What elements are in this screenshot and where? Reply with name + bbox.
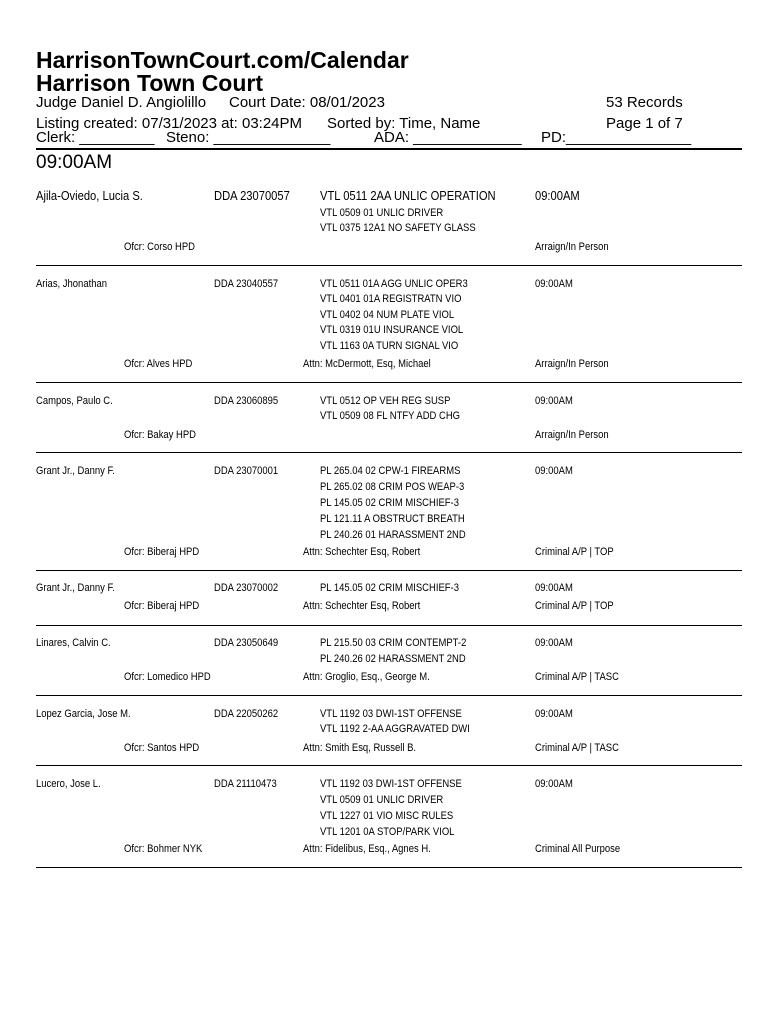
charge: PL 265.02 08 CRIM POS WEAP-3 bbox=[320, 481, 465, 493]
charge: PL 265.04 02 CPW-1 FIREARMS bbox=[320, 465, 461, 477]
row-divider bbox=[36, 867, 742, 868]
charge: PL 121.11 A OBSTRUCT BREATH bbox=[320, 513, 465, 525]
hearing-time: 09:00AM bbox=[535, 278, 573, 290]
officer: Ofcr: Santos HPD bbox=[124, 742, 200, 754]
header-divider bbox=[36, 148, 742, 150]
defendant-name: Lucero, Jose L. bbox=[36, 778, 101, 790]
defendant-name: Linares, Calvin C. bbox=[36, 637, 111, 649]
case-number: DDA 23050649 bbox=[214, 637, 279, 649]
hearing-time: 09:00AM bbox=[535, 465, 573, 477]
case-number: DDA 23070001 bbox=[214, 465, 279, 477]
hearing-time: 09:00AM bbox=[535, 778, 573, 790]
site-title: HarrisonTownCourt.com/Calendar bbox=[36, 47, 409, 73]
charge: VTL 1192 03 DWI-1ST OFFENSE bbox=[320, 778, 462, 790]
appearance-type: Criminal A/P | TOP bbox=[535, 546, 614, 558]
defendant-name: Lopez Garcia, Jose M. bbox=[36, 708, 131, 720]
charge: VTL 1192 2-AA AGGRAVATED DWI bbox=[320, 723, 470, 735]
officer: Ofcr: Corso HPD bbox=[124, 241, 195, 253]
appearance-type: Criminal All Purpose bbox=[535, 843, 621, 855]
case-number: DDA 21110473 bbox=[214, 778, 277, 790]
defendant-name: Arias, Jhonathan bbox=[36, 278, 108, 290]
record-count: 53 Records bbox=[606, 94, 683, 111]
attorney: Attn: Groglio, Esq., George M. bbox=[303, 671, 430, 683]
charge: VTL 0401 01A REGISTRATN VIO bbox=[320, 293, 462, 305]
hearing-time: 09:00AM bbox=[535, 582, 573, 594]
row-divider bbox=[36, 765, 742, 766]
officer: Ofcr: Biberaj HPD bbox=[124, 600, 200, 612]
sorted-by: Sorted by: Time, Name bbox=[327, 115, 481, 132]
charge: PL 145.05 02 CRIM MISCHIEF-3 bbox=[320, 582, 459, 594]
case-number: DDA 23070002 bbox=[214, 582, 279, 594]
pd-field: PD:_______________ bbox=[541, 129, 692, 146]
defendant-name: Grant Jr., Danny F. bbox=[36, 582, 115, 594]
attorney: Attn: Schechter Esq, Robert bbox=[303, 546, 421, 558]
charge: VTL 0509 08 FL NTFY ADD CHG bbox=[320, 410, 461, 422]
appearance-type: Arraign/In Person bbox=[535, 241, 609, 253]
case-number: DDA 22050262 bbox=[214, 708, 279, 720]
defendant-name: Ajila-Oviedo, Lucia S. bbox=[36, 188, 143, 203]
court-date: Court Date: 08/01/2023 bbox=[229, 94, 385, 111]
appearance-type: Criminal A/P | TOP bbox=[535, 600, 614, 612]
row-divider bbox=[36, 452, 742, 453]
attorney: Attn: McDermott, Esq, Michael bbox=[303, 358, 431, 370]
appearance-type: Arraign/In Person bbox=[535, 358, 609, 370]
steno-field: Steno: ______________ bbox=[166, 129, 331, 146]
appearance-type: Arraign/In Person bbox=[535, 429, 609, 441]
charge: VTL 0375 12A1 NO SAFETY GLASS bbox=[320, 222, 476, 234]
appearance-type: Criminal A/P | TASC bbox=[535, 742, 619, 754]
officer: Ofcr: Bakay HPD bbox=[124, 429, 197, 441]
attorney: Attn: Schechter Esq, Robert bbox=[303, 600, 421, 612]
charge: VTL 0402 04 NUM PLATE VIOL bbox=[320, 309, 455, 321]
case-number: DDA 23040557 bbox=[214, 278, 279, 290]
hearing-time: 09:00AM bbox=[535, 395, 573, 407]
charge: PL 240.26 01 HARASSMENT 2ND bbox=[320, 529, 466, 541]
appearance-type: Criminal A/P | TASC bbox=[535, 671, 619, 683]
hearing-time: 09:00AM bbox=[535, 188, 580, 203]
charge: PL 240.26 02 HARASSMENT 2ND bbox=[320, 653, 466, 665]
officer: Ofcr: Biberaj HPD bbox=[124, 546, 200, 558]
charge: PL 215.50 03 CRIM CONTEMPT-2 bbox=[320, 637, 467, 649]
judge-name: Judge Daniel D. Angiolillo bbox=[36, 94, 207, 111]
charge: VTL 1163 0A TURN SIGNAL VIO bbox=[320, 340, 459, 352]
case-number: DDA 23070057 bbox=[214, 188, 290, 203]
officer: Ofcr: Lomedico HPD bbox=[124, 671, 211, 683]
time-group-heading: 09:00AM bbox=[36, 152, 113, 173]
charge: VTL 0511 01A AGG UNLIC OPER3 bbox=[320, 278, 468, 290]
row-divider bbox=[36, 625, 742, 626]
charge: VTL 0509 01 UNLIC DRIVER bbox=[320, 794, 444, 806]
charge: VTL 0509 01 UNLIC DRIVER bbox=[320, 207, 444, 219]
charge: VTL 0511 2AA UNLIC OPERATION bbox=[320, 188, 496, 203]
charge: VTL 1227 01 VIO MISC RULES bbox=[320, 810, 454, 822]
charge: VTL 1192 03 DWI-1ST OFFENSE bbox=[320, 708, 462, 720]
row-divider bbox=[36, 695, 742, 696]
case-number: DDA 23060895 bbox=[214, 395, 279, 407]
row-divider bbox=[36, 570, 742, 571]
charge: VTL 1201 0A STOP/PARK VIOL bbox=[320, 826, 455, 838]
charge: VTL 0319 01U INSURANCE VIOL bbox=[320, 324, 464, 336]
officer: Ofcr: Bohmer NYK bbox=[124, 843, 203, 855]
listing-created: Listing created: 07/31/2023 at: 03:24PM bbox=[36, 115, 303, 132]
charge: PL 145.05 02 CRIM MISCHIEF-3 bbox=[320, 497, 459, 509]
charge: VTL 0512 OP VEH REG SUSP bbox=[320, 395, 451, 407]
attorney: Attn: Fidelibus, Esq., Agnes H. bbox=[303, 843, 431, 855]
officer: Ofcr: Alves HPD bbox=[124, 358, 193, 370]
attorney: Attn: Smith Esq, Russell B. bbox=[303, 742, 417, 754]
page-number: Page 1 of 7 bbox=[606, 115, 683, 132]
court-name: Harrison Town Court bbox=[36, 70, 264, 96]
row-divider bbox=[36, 265, 742, 266]
defendant-name: Campos, Paulo C. bbox=[36, 395, 113, 407]
defendant-name: Grant Jr., Danny F. bbox=[36, 465, 115, 477]
hearing-time: 09:00AM bbox=[535, 708, 573, 720]
ada-field: ADA: _____________ bbox=[374, 129, 522, 146]
hearing-time: 09:00AM bbox=[535, 637, 573, 649]
clerk-field: Clerk: _________ bbox=[36, 129, 155, 146]
row-divider bbox=[36, 382, 742, 383]
